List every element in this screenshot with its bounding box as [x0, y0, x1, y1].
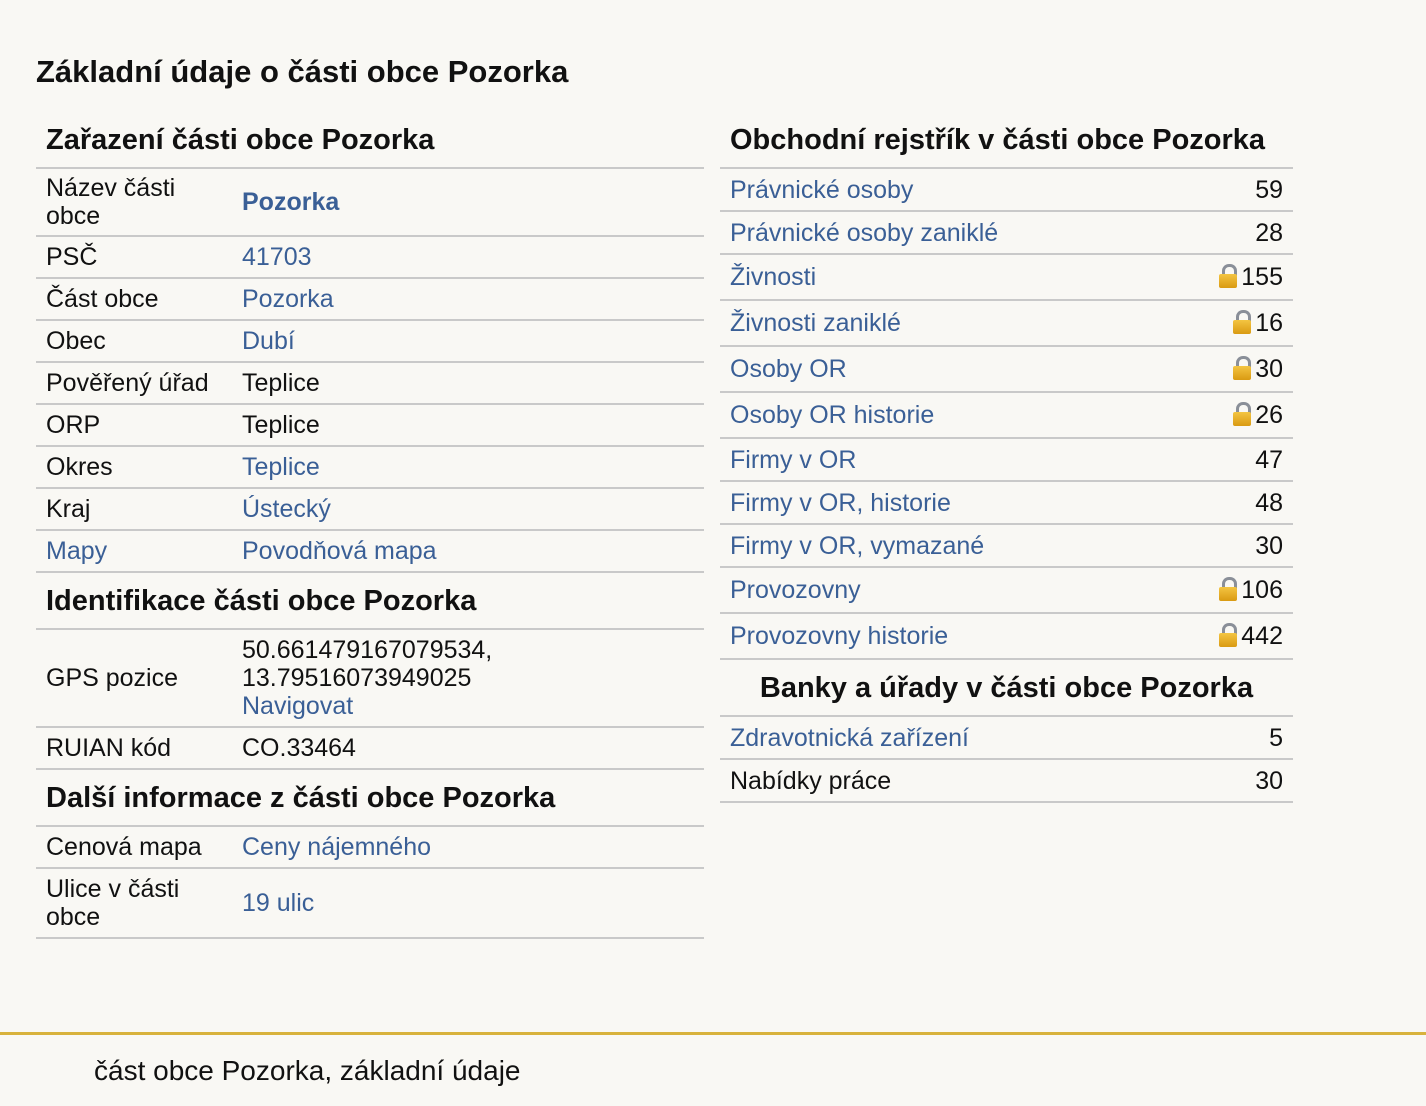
registry-row [720, 211, 1293, 254]
row-value-cell [232, 488, 704, 530]
ruian-label: RUIAN kód [36, 727, 232, 769]
registry-count-cell [1164, 567, 1293, 613]
registry-label-cell [720, 524, 1164, 567]
row-label: Název části obce [46, 174, 176, 230]
registry-row [720, 567, 1293, 613]
registry-label-cell [720, 300, 1164, 346]
registry-link[interactable]: Osoby OR historie [730, 401, 935, 429]
table-row [36, 630, 704, 727]
registry-row [720, 254, 1293, 300]
registry-count: 59 [1255, 175, 1283, 204]
row-value-cell [232, 362, 704, 404]
row-label: PSČ [46, 243, 98, 271]
row-label-cell [36, 320, 232, 362]
row-label-cell [36, 530, 232, 572]
registry-label-cell [720, 567, 1164, 613]
registry-count: 30 [1255, 531, 1283, 560]
registry-count: 28 [1255, 218, 1283, 247]
registry-label-cell [720, 481, 1164, 524]
registry-link[interactable]: Firmy v OR, historie [730, 488, 951, 517]
footer-divider [0, 1032, 1426, 1035]
table-row [36, 278, 704, 320]
row-value-link[interactable]: Pozorka [242, 188, 340, 216]
row-label-cell [36, 488, 232, 530]
row-label-cell [36, 236, 232, 278]
table-row [36, 236, 704, 278]
zarazeni-heading: Zařazení části obce Pozorka [36, 112, 704, 169]
right-column [720, 112, 1293, 803]
lock-icon [1233, 310, 1251, 334]
registry-label-cell [720, 392, 1164, 438]
row-label-cell [720, 717, 1204, 759]
row-value: Teplice [242, 369, 320, 397]
registry-link[interactable]: Živnosti zaniklé [730, 309, 901, 337]
row-value-link[interactable]: Ústecký [242, 495, 331, 523]
row-label: Pověřený úřad [46, 369, 209, 397]
banky-table [720, 717, 1293, 803]
registry-count: 155 [1241, 263, 1283, 291]
registry-row [720, 169, 1293, 211]
ruian-value: CO.33464 [232, 727, 704, 769]
row-label: ORP [46, 411, 101, 439]
registry-count-cell [1164, 613, 1293, 659]
row-value-cell [232, 278, 704, 320]
obchodni-table [720, 169, 1293, 660]
row-label: Okres [46, 453, 113, 481]
row-label-link[interactable]: Zdravotnická zařízení [730, 723, 969, 752]
zarazeni-table [36, 169, 704, 573]
registry-count: 47 [1255, 445, 1283, 474]
row-label-cell [36, 169, 232, 236]
table-row [36, 169, 704, 236]
gps-latitude: 50.661479167079534, [242, 636, 493, 664]
row-label-cell [36, 446, 232, 488]
registry-count: 106 [1241, 576, 1283, 604]
row-label-cell [36, 362, 232, 404]
row-value-cell [232, 827, 704, 868]
registry-count-cell [1164, 524, 1293, 567]
footer-text: část obce Pozorka, základní údaje [94, 1055, 521, 1086]
row-value-cell [232, 404, 704, 446]
registry-label-cell [720, 438, 1164, 481]
row-label: Nabídky práce [730, 766, 892, 795]
registry-count-cell [1164, 169, 1293, 211]
registry-link[interactable]: Osoby OR [730, 355, 847, 383]
registry-link[interactable]: Provozovny historie [730, 622, 949, 650]
registry-count: 48 [1255, 488, 1283, 517]
registry-count-cell [1164, 211, 1293, 254]
registry-row [720, 346, 1293, 392]
table-row [36, 362, 704, 404]
left-column [36, 112, 704, 939]
row-value-link[interactable]: 41703 [242, 243, 312, 271]
row-label-cell [36, 278, 232, 320]
registry-label-cell [720, 254, 1164, 300]
registry-count-cell [1164, 392, 1293, 438]
identifikace-heading: Identifikace části obce Pozorka [36, 573, 704, 630]
identifikace-table [36, 630, 704, 770]
dalsi-heading: Další informace z části obce Pozorka [36, 770, 704, 827]
registry-row [720, 300, 1293, 346]
row-label: Ulice v části obce [36, 868, 232, 938]
row-label: Obec [46, 327, 106, 355]
registry-row [720, 524, 1293, 567]
registry-link[interactable]: Firmy v OR [730, 445, 857, 474]
table-row [36, 320, 704, 362]
registry-count: 30 [1255, 355, 1283, 383]
table-row [36, 530, 704, 572]
obchodni-heading: Obchodní rejstřík v části obce Pozorka [720, 112, 1293, 169]
gps-longitude: 13.79516073949025 [242, 664, 472, 692]
row-value-link[interactable]: Teplice [242, 453, 320, 481]
row-value-cell [232, 530, 704, 572]
registry-count-cell [1164, 438, 1293, 481]
table-row [720, 759, 1293, 802]
row-value-cell [232, 446, 704, 488]
registry-link[interactable]: Právnické osoby zaniklé [730, 218, 999, 247]
table-row [36, 868, 704, 938]
lock-icon [1233, 356, 1251, 380]
row-label-cell [36, 404, 232, 446]
row-value-cell [232, 320, 704, 362]
row-value-link[interactable]: Povodňová mapa [242, 537, 437, 565]
registry-row [720, 392, 1293, 438]
row-value-link[interactable]: Pozorka [242, 285, 334, 313]
registry-row [720, 613, 1293, 659]
row-label: Část obce [46, 285, 159, 313]
table-row [36, 404, 704, 446]
registry-label-cell [720, 613, 1164, 659]
gps-label: GPS pozice [36, 630, 232, 727]
row-value-link[interactable]: Ceny nájemného [242, 833, 432, 861]
row-value-cell [232, 236, 704, 278]
registry-link[interactable]: Živnosti [730, 263, 817, 291]
registry-count: 16 [1255, 309, 1283, 337]
navigate-link[interactable]: Navigovat [242, 692, 354, 720]
row-count: 5 [1204, 717, 1293, 759]
table-row [36, 727, 704, 769]
registry-count-cell [1164, 481, 1293, 524]
row-value: Teplice [242, 411, 320, 439]
row-value-cell [232, 868, 704, 938]
registry-label-cell [720, 169, 1164, 211]
registry-count-cell [1164, 300, 1293, 346]
registry-count-cell [1164, 254, 1293, 300]
registry-count: 26 [1255, 401, 1283, 429]
table-row [36, 488, 704, 530]
lock-icon [1219, 577, 1237, 601]
registry-row [720, 481, 1293, 524]
row-label: Cenová mapa [36, 827, 232, 868]
registry-label-cell [720, 346, 1164, 392]
table-row [36, 827, 704, 868]
registry-label-cell [720, 211, 1164, 254]
row-value-cell [232, 169, 704, 236]
lock-icon [1219, 264, 1237, 288]
row-label-cell [720, 759, 1204, 802]
row-value-link[interactable]: 19 ulic [242, 889, 315, 917]
registry-row [720, 438, 1293, 481]
lock-icon [1233, 402, 1251, 426]
registry-count-cell [1164, 346, 1293, 392]
table-row [720, 717, 1293, 759]
gps-value [232, 630, 704, 727]
row-value-link[interactable]: Dubí [242, 327, 295, 355]
registry-count: 442 [1241, 622, 1283, 650]
registry-link[interactable]: Firmy v OR, vymazané [730, 531, 985, 560]
page-title: Základní údaje o části obce Pozorka [36, 54, 569, 89]
row-label: Kraj [46, 495, 91, 523]
lock-icon [1219, 623, 1237, 647]
banky-heading: Banky a úřady v části obce Pozorka [720, 660, 1293, 717]
table-row [36, 446, 704, 488]
row-count: 30 [1204, 759, 1293, 802]
registry-link[interactable]: Právnické osoby [730, 175, 914, 204]
row-label-link[interactable]: Mapy [46, 537, 108, 565]
dalsi-table [36, 827, 704, 939]
registry-link[interactable]: Provozovny [730, 576, 861, 604]
